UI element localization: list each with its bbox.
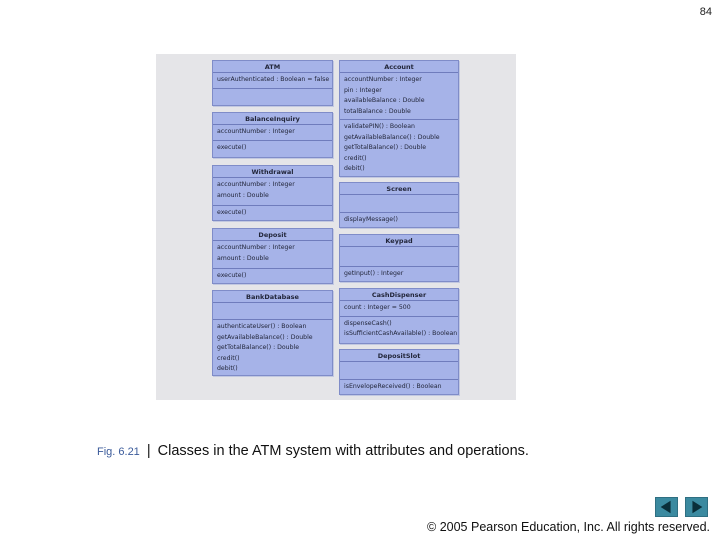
class-withdrawal: [212, 165, 333, 221]
operations-section: [213, 206, 332, 221]
operation: isSufficientCashAvailable() : Boolean: [344, 330, 458, 337]
operation: execute(): [217, 143, 247, 151]
class-bank-database: [212, 290, 333, 376]
operations-section: [213, 269, 332, 284]
class-keypad: [339, 234, 459, 282]
attribute: amount : Double: [217, 191, 269, 199]
triangle-left-icon: [656, 498, 677, 516]
attributes-section: [213, 125, 332, 141]
attributes-section: [213, 303, 332, 320]
operation: debit(): [344, 165, 365, 172]
class-deposit-slot: [339, 349, 459, 395]
operation: execute(): [217, 271, 247, 279]
figure-label: Fig. 6.21: [97, 446, 140, 458]
operation: getInput() : Integer: [344, 269, 404, 277]
attribute: userAuthenticated : Boolean = false: [217, 76, 330, 83]
operations-section: [340, 267, 458, 282]
operation: getAvailableBalance() : Double: [344, 133, 440, 141]
class-name: Keypad: [340, 235, 458, 247]
operation: getTotalBalance() : Double: [217, 344, 300, 351]
class-screen: [339, 182, 459, 228]
class-name: ATM: [213, 61, 332, 73]
operation: getAvailableBalance() : Double: [217, 333, 313, 341]
attributes-section: [340, 301, 458, 317]
attributes-section: [340, 247, 458, 267]
operation: isEnvelopeReceived() : Boolean: [344, 382, 442, 390]
attribute: availableBalance : Double: [344, 97, 425, 104]
attributes-section: [340, 195, 458, 213]
operation: getTotalBalance() : Double: [344, 144, 427, 151]
caption-separator: |: [146, 443, 151, 459]
operation: dispenseCash(): [344, 319, 392, 327]
operations-section: [340, 213, 458, 228]
class-name: Screen: [340, 183, 458, 195]
caption-text: Classes in the ATM system with attributes and operations.: [157, 443, 529, 459]
class-name: Withdrawal: [213, 166, 332, 178]
attributes-section: [340, 362, 458, 380]
operations-section: [213, 320, 332, 375]
operations-section: [340, 380, 458, 395]
attribute: pin : Integer: [344, 86, 382, 94]
class-balance-inquiry: [212, 112, 333, 158]
class-name: CashDispenser: [340, 289, 458, 301]
operation: displayMessage(): [344, 215, 398, 223]
operation: authenticateUser() : Boolean: [217, 323, 307, 330]
operations-section: [213, 141, 332, 158]
attribute: accountNumber : Integer: [217, 181, 295, 188]
next-slide-button[interactable]: [685, 497, 708, 517]
class-deposit: [212, 228, 333, 284]
operations-section: [340, 317, 458, 344]
attributes-section: [213, 241, 332, 269]
class-name: DepositSlot: [340, 350, 458, 362]
class-atm: [212, 60, 333, 106]
operation: debit(): [217, 365, 238, 372]
attributes-section: [340, 73, 458, 120]
uml-class-diagram: [156, 54, 516, 400]
operation: credit(): [217, 354, 240, 362]
operations-section: [213, 89, 332, 106]
attribute: accountNumber : Integer: [217, 244, 295, 251]
attribute: accountNumber : Integer: [344, 76, 422, 83]
attribute: totalBalance : Double: [344, 107, 411, 115]
operation: validatePIN() : Boolean: [344, 123, 415, 130]
class-name: Account: [340, 61, 458, 73]
attribute: accountNumber : Integer: [217, 128, 295, 135]
operation: credit(): [344, 154, 367, 162]
attributes-section: [213, 178, 332, 206]
previous-slide-button[interactable]: [655, 497, 678, 517]
attributes-section: [213, 73, 332, 89]
operation: execute(): [217, 208, 247, 216]
class-name: BankDatabase: [213, 291, 332, 303]
attribute: amount : Double: [217, 254, 269, 262]
attribute: count : Integer = 500: [344, 304, 411, 311]
page-number: 84: [699, 6, 712, 18]
triangle-right-icon: [686, 498, 707, 516]
class-account: [339, 60, 459, 177]
copyright-notice: © 2005 Pearson Education, Inc. All rights reserved.: [427, 520, 710, 534]
operations-section: [340, 120, 458, 176]
class-name: Deposit: [213, 229, 332, 241]
class-name: BalanceInquiry: [213, 113, 332, 125]
figure-caption: [97, 443, 529, 459]
class-cash-dispenser: [339, 288, 459, 344]
